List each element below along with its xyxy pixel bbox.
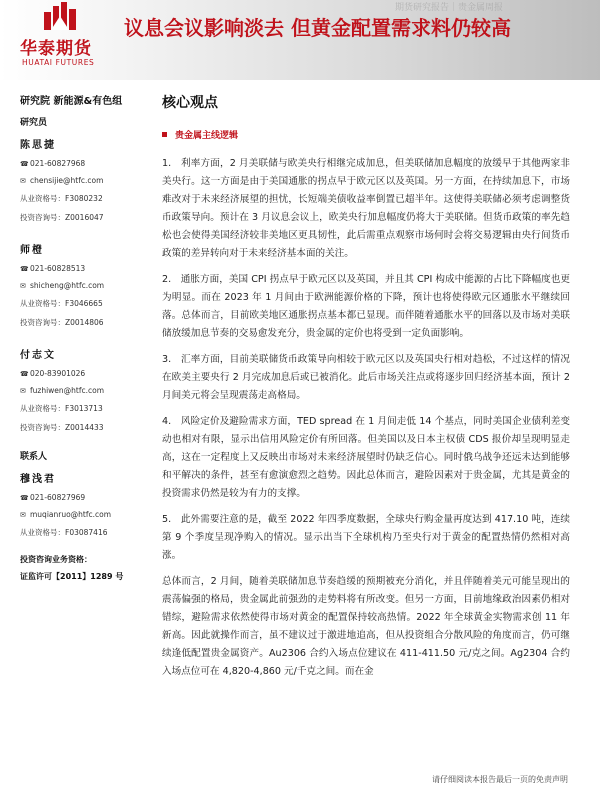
- email-icon: ✉: [20, 281, 26, 290]
- researcher-name: 师橙: [20, 245, 44, 256]
- email-row: [20, 510, 145, 519]
- contact-label: 联系人: [20, 452, 48, 462]
- author-sidebar: [20, 92, 145, 586]
- license-number: 从业资格号：F3013713: [20, 404, 103, 413]
- paragraph: 3. 汇率方面，目前美联储货币政策导向相较于欧元区以及英国央行相对趋松，不过这样的情况在欧美主要央行 2 月完成加息后或已被消化。此后市场关注点或将逐步回归经济基本面，预计 2 月间美元将会呈现震荡走高格局。: [162, 354, 570, 401]
- logo-mark-icon: [42, 2, 78, 32]
- license-number: 从业资格号：F3046665: [20, 299, 103, 308]
- page-header: [0, 0, 600, 80]
- paragraph: 总体而言，2 月间，随着美联储加息节奏趋缓的预期被充分消化，并且伴随着美元可能呈现出的震荡偏强的格局，贵金属此前强劲的走势料将有所改变。但另一方面，目前地缘政治因素仍相对错综，避险需求依然使得市场对黄金的配置保持较高热情。2022 年全球黄金实物需求创 11 年新高。因此就操作而言，虽不建议过于激进地追高，但从投资组合分散风险的角度而言，仍可继续逢低配置贵金属资产。Au2306 合约入场点位建议在 411-411.50 元/克之间。Ag2304 合约入场点位可在 4,820-4,860 元/千克之间。而在金: [162, 576, 570, 677]
- invest-advisory-number: 投资咨询号：Z0016047: [20, 213, 104, 222]
- license-number: 从业资格号：F03087416: [20, 528, 108, 537]
- phone-number: 021-60827969: [30, 493, 86, 502]
- phone-number: 020-83901026: [30, 369, 86, 378]
- phone-icon: ☎: [20, 493, 29, 502]
- email-icon: ✉: [20, 386, 26, 395]
- email-address[interactable]: muqianruo@htfc.com: [30, 510, 112, 519]
- phone-number: 021-60828513: [30, 264, 86, 273]
- paragraph: 1. 利率方面，2 月美联储与欧美央行相继完成加息，但美联储加息幅度的放缓早于其他两家非美央行。这一方面是由于美国通胀的拐点早于欧元区以及英国。另一方面，在持续加息下，市场难改对于未来经济展望的担忧，长短端美债收益率倒置已超半年。这使得美联储必须考虑调整货币政策导向。预计在 3 月议息会议上，欧美央行加息幅度仍将大于美联储。但货币政策的率先趋松也会使得美国经济较非美地区更具韧性，此后需重点观察市场何时会将交易逻辑由央行间货币政策的差异转向对于未来经济基本面的关注。: [162, 158, 570, 259]
- phone-row: [20, 159, 145, 168]
- paragraph: 2. 通胀方面，美国 CPI 拐点早于欧元区以及英国，并且其 CPI 构成中能源的占比下降幅度也更为明显。而在 2023 年 1 月间由于欧洲能源价格的下降，预计也将使得欧元区通胀水平继续回落。总体而言，目前欧美地区通胀拐点基本都已显现。而伴随着通胀水平的回落以及市场对美联储放缓加息节奏的交易愈发充分，贵金属的定价也将受到一定负面影响。: [162, 274, 570, 339]
- researcher-card: [20, 136, 145, 223]
- qualification-label: 投资咨询业务资格：: [20, 555, 92, 564]
- email-row: [20, 281, 145, 290]
- phone-icon: ☎: [20, 369, 29, 378]
- contact-card: [20, 470, 145, 538]
- email-icon: ✉: [20, 176, 26, 185]
- researcher-name: 陈思捷: [20, 140, 56, 151]
- researchers-label: 研究员: [20, 118, 48, 128]
- email-icon: ✉: [20, 510, 26, 519]
- phone-number: 021-60827968: [30, 159, 86, 168]
- researcher-card: [20, 346, 145, 433]
- phone-icon: ☎: [20, 264, 29, 273]
- report-title: 议息会议影响淡去 但黄金配置需求料仍较高: [124, 16, 511, 40]
- researcher-name: 付志文: [20, 350, 56, 361]
- paragraph: 4. 风险定价及避险需求方面，TED spread 在 1 月间走低 14 个基点，同时美国企业债利差变动也相对有限，显示出信用风险定价有所回落。但美国以及日本主权债 CDS 报价却呈现明显走高，这在一定程度上又反映出市场对未来经济展望时仍缺乏信心。同时俄乌战争还远未达到能够和平解决的条件，甚至有愈演愈烈之趋势。因此总体而言，避险因素对于贵金属，尤其是黄金的投资需求仍然是较为有力的支撑。: [162, 416, 570, 499]
- contact-name: 穆浅君: [20, 474, 56, 485]
- disclaimer-footer: 请仔细阅读本报告最后一页的免责声明: [432, 775, 568, 784]
- logo-text-en: HUATAI FUTURES: [22, 58, 95, 67]
- license-number: 从业资格号：F3080232: [20, 194, 103, 203]
- logo-text-cn: 华泰期货: [20, 39, 92, 59]
- paragraph: 5. 此外需要注意的是，截至 2022 年四季度数据，全球央行购金量再度达到 417.10 吨，连续第 9 个季度呈现净购入的情况。显示出当下全球机构乃至央行对于黄金的配置热情仍然相对高涨。: [162, 514, 570, 561]
- phone-icon: ☎: [20, 159, 29, 168]
- subsection-header: [162, 128, 570, 141]
- phone-row: [20, 264, 145, 273]
- researcher-card: [20, 241, 145, 328]
- department: 研究院 新能源&有色组: [20, 96, 123, 107]
- email-row: [20, 176, 145, 185]
- huatai-logo: [14, 2, 114, 76]
- section-title: 核心观点: [162, 95, 218, 111]
- red-square-bullet-icon: [162, 132, 167, 137]
- qualification-value: 证监许可【2011】1289 号: [20, 572, 124, 581]
- invest-advisory-number: 投资咨询号：Z0014806: [20, 318, 104, 327]
- email-address[interactable]: shicheng@htfc.com: [30, 281, 105, 290]
- email-address[interactable]: chensijie@htfc.com: [30, 176, 104, 185]
- header-report-type: 期货研究报告｜贵金属周报: [395, 3, 504, 13]
- phone-row: [20, 369, 145, 378]
- main-content: [162, 92, 570, 689]
- invest-advisory-number: 投资咨询号：Z0014433: [20, 423, 104, 432]
- phone-row: [20, 493, 145, 502]
- email-address[interactable]: fuzhiwen@htfc.com: [30, 386, 105, 395]
- subsection-title: 贵金属主线逻辑: [175, 131, 239, 141]
- email-row: [20, 386, 145, 395]
